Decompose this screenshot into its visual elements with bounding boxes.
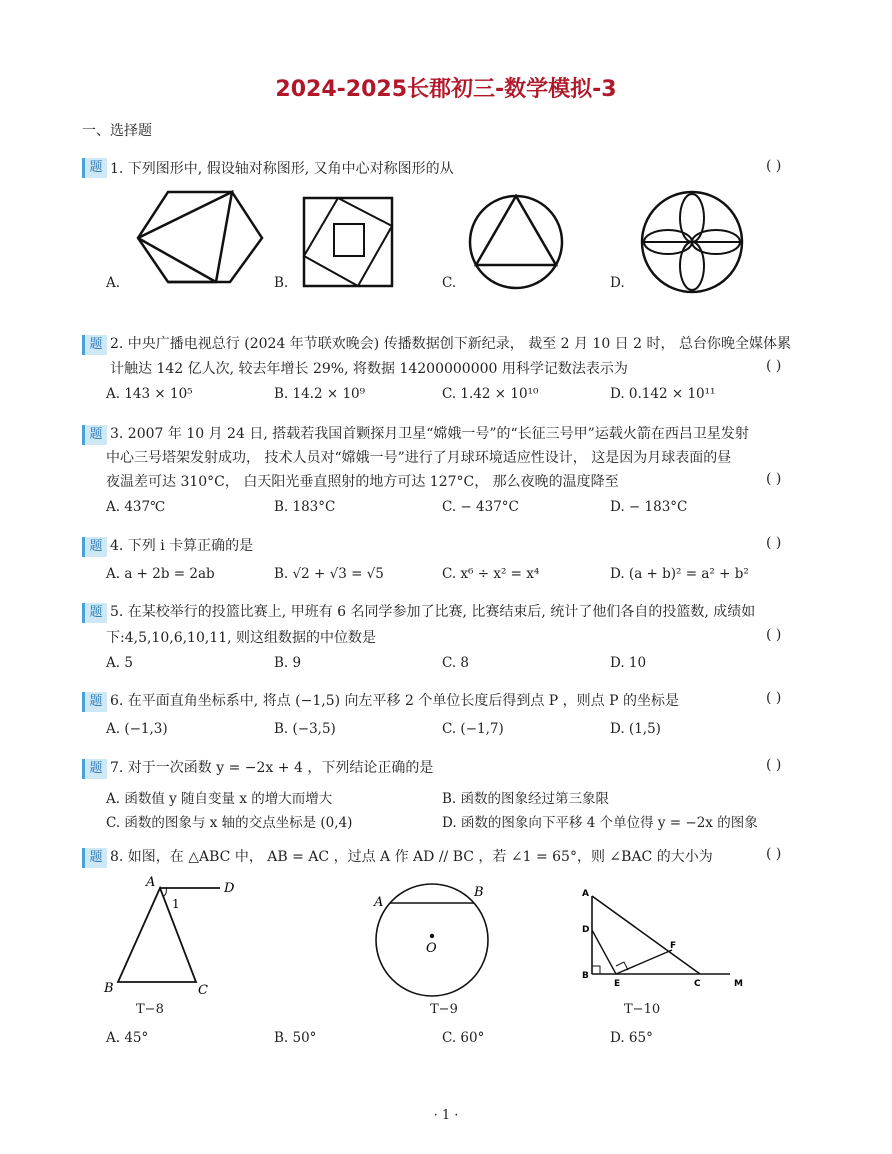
q5-answer-blank: ( ) bbox=[766, 627, 782, 643]
q5-option-b: B. 9 bbox=[274, 655, 302, 671]
q3-option-a: A. 437℃ bbox=[106, 499, 166, 515]
q3-text-line3: 夜温差可达 310°C， 白天阳光垂直照射的地方可达 127°C， 那么夜晚的温度降至 bbox=[106, 474, 619, 490]
q2-answer-blank: ( ) bbox=[766, 358, 782, 374]
t8-label-d: D bbox=[224, 881, 235, 896]
q8-option-d: D. 65° bbox=[610, 1030, 653, 1046]
t10-label-e: E bbox=[614, 979, 621, 989]
q6-text: 6. 在平面直角坐标系中, 将点 (−1,5) 向左平移 2 个单位长度后得到点 P ，则点 P 的坐标是 bbox=[110, 693, 679, 709]
t10-label-d: D bbox=[582, 925, 590, 935]
q7-text: 7. 对于一次函数 y = −2x + 4 ，下列结论正确的是 bbox=[110, 760, 434, 776]
figure-t9 bbox=[368, 876, 498, 1002]
t10-label-c: C bbox=[694, 979, 701, 989]
q3-answer-blank: ( ) bbox=[766, 471, 782, 487]
q8-answer-blank: ( ) bbox=[766, 846, 782, 862]
t10-label-b: B bbox=[582, 971, 589, 981]
question-badge: 题 bbox=[82, 692, 107, 712]
q2-option-c: C. 1.42 × 10¹⁰ bbox=[442, 386, 539, 402]
question-badge: 题 bbox=[82, 425, 107, 445]
q5-text-line1: 5. 在某校举行的投篮比赛上, 甲班有 6 名同学参加了比赛, 比赛结束后, 统计了他们各自的投篮数, 成绩如 bbox=[110, 604, 756, 620]
t9-label-b: B bbox=[474, 885, 484, 900]
q8-option-b: B. 50° bbox=[274, 1030, 317, 1046]
q3-text-line2: 中心三号塔架发射成功， 技术人员对“嫦娥一号”进行了月球环境适应性设计， 这是因为月球表面的昼 bbox=[106, 450, 732, 466]
q1-answer-blank: ( ) bbox=[766, 158, 782, 174]
q6-option-d: D. (1,5) bbox=[610, 721, 661, 737]
q3-option-c: C. − 437°C bbox=[442, 499, 519, 515]
q1-option-b: B. bbox=[274, 275, 289, 291]
q1-figure-a bbox=[134, 190, 264, 290]
t10-label-f: F bbox=[670, 941, 677, 951]
t9-label-a: A bbox=[374, 895, 384, 910]
q4-option-c: C. x⁶ ÷ x² = x⁴ bbox=[442, 566, 540, 582]
page-title: 2024-2025长郡初三-数学模拟-3 bbox=[275, 77, 617, 102]
figure-t10-caption: T−10 bbox=[624, 1002, 661, 1017]
t8-label-a: A bbox=[146, 875, 156, 890]
q2-option-a: A. 143 × 10⁵ bbox=[106, 386, 193, 402]
question-badge: 题 bbox=[82, 537, 107, 557]
t8-label-c: C bbox=[198, 983, 208, 998]
q7-option-d: D. 函数的图象向下平移 4 个单位得 y = −2x 的图象 bbox=[442, 815, 758, 831]
question-badge: 题 bbox=[82, 158, 107, 178]
figure-t10 bbox=[578, 886, 758, 998]
q2-option-b: B. 14.2 × 10⁹ bbox=[274, 386, 366, 402]
q2-option-d: D. 0.142 × 10¹¹ bbox=[610, 386, 716, 402]
q7-option-c: C. 函数的图象与 x 轴的交点坐标是 (0,4) bbox=[106, 815, 353, 831]
q7-answer-blank: ( ) bbox=[766, 757, 782, 773]
q7-option-a: A. 函数值 y 随自变量 x 的增大而增大 bbox=[106, 791, 333, 807]
question-badge: 题 bbox=[82, 848, 107, 868]
q5-option-c: C. 8 bbox=[442, 655, 470, 671]
q4-answer-blank: ( ) bbox=[766, 535, 782, 551]
q8-option-a: A. 45° bbox=[106, 1030, 149, 1046]
section-heading: 一、选择题 bbox=[82, 123, 152, 139]
figure-t8 bbox=[100, 874, 250, 1004]
question-badge: 题 bbox=[82, 603, 107, 623]
q3-option-b: B. 183°C bbox=[274, 499, 336, 515]
q6-option-c: C. (−1,7) bbox=[442, 721, 504, 737]
q5-option-d: D. 10 bbox=[610, 655, 647, 671]
q3-option-d: D. − 183°C bbox=[610, 499, 688, 515]
q1-figure-b bbox=[302, 196, 394, 288]
question-badge: 题 bbox=[82, 759, 107, 779]
q5-option-a: A. 5 bbox=[106, 655, 133, 671]
t10-label-a: A bbox=[582, 889, 589, 899]
q1-option-a: A. bbox=[106, 275, 121, 291]
q7-option-b: B. 函数的图象经过第三象限 bbox=[442, 791, 610, 807]
t8-label-1: 1 bbox=[172, 897, 180, 911]
question-badge: 题 bbox=[82, 335, 107, 355]
t8-label-b: B bbox=[104, 981, 114, 996]
page-number: · 1 · bbox=[433, 1108, 459, 1123]
q4-option-a: A. a + 2b = 2ab bbox=[106, 566, 215, 582]
q6-answer-blank: ( ) bbox=[766, 690, 782, 706]
q4-option-d: D. (a + b)² = a² + b² bbox=[610, 566, 749, 582]
q2-text-line1: 2. 中央广播电视总行 (2024 年节联欢晚会) 传播数据创下新纪录， 裁至 2 月 10 日 2 时， 总台你晚全媒体累 bbox=[110, 336, 791, 352]
q2-text-line2: 计触达 142 亿人次, 较去年增长 29%, 将数据 14200000000 用科学记数法表示为 bbox=[110, 361, 628, 377]
q1-text: 1. 下列图形中, 假设轴对称图形, 又角中心对称图形的从 bbox=[110, 161, 454, 177]
q4-option-b: B. √2 + √3 = √5 bbox=[274, 566, 384, 582]
t9-label-o: O bbox=[426, 941, 437, 956]
q3-text-line1: 3. 2007 年 10 月 24 日, 搭载若我国首颗探月卫星“嫦娥一号”的“长征三号甲”运载火箭在西吕卫星发射 bbox=[110, 426, 749, 442]
q1-figure-d bbox=[640, 190, 744, 294]
figure-t9-caption: T−9 bbox=[430, 1002, 458, 1017]
q6-option-b: B. (−3,5) bbox=[274, 721, 336, 737]
q8-text: 8. 如图，在 △ABC 中， AB = AC ，过点 A 作 AD // BC ，若 ∠1 = 65°，则 ∠BAC 的大小为 bbox=[110, 849, 713, 865]
q4-text: 4. 下列 i 卡算正确的是 bbox=[110, 538, 254, 554]
t10-label-m: M bbox=[734, 979, 743, 989]
figure-t8-caption: T−8 bbox=[136, 1002, 164, 1017]
q1-figure-c bbox=[468, 194, 564, 290]
q1-option-d: D. bbox=[610, 275, 625, 291]
q5-text-line2: 下:4,5,10,6,10,11, 则这组数据的中位数是 bbox=[106, 630, 377, 646]
q8-option-c: C. 60° bbox=[442, 1030, 485, 1046]
q6-option-a: A. (−1,3) bbox=[106, 721, 168, 737]
q1-option-c: C. bbox=[442, 275, 457, 291]
